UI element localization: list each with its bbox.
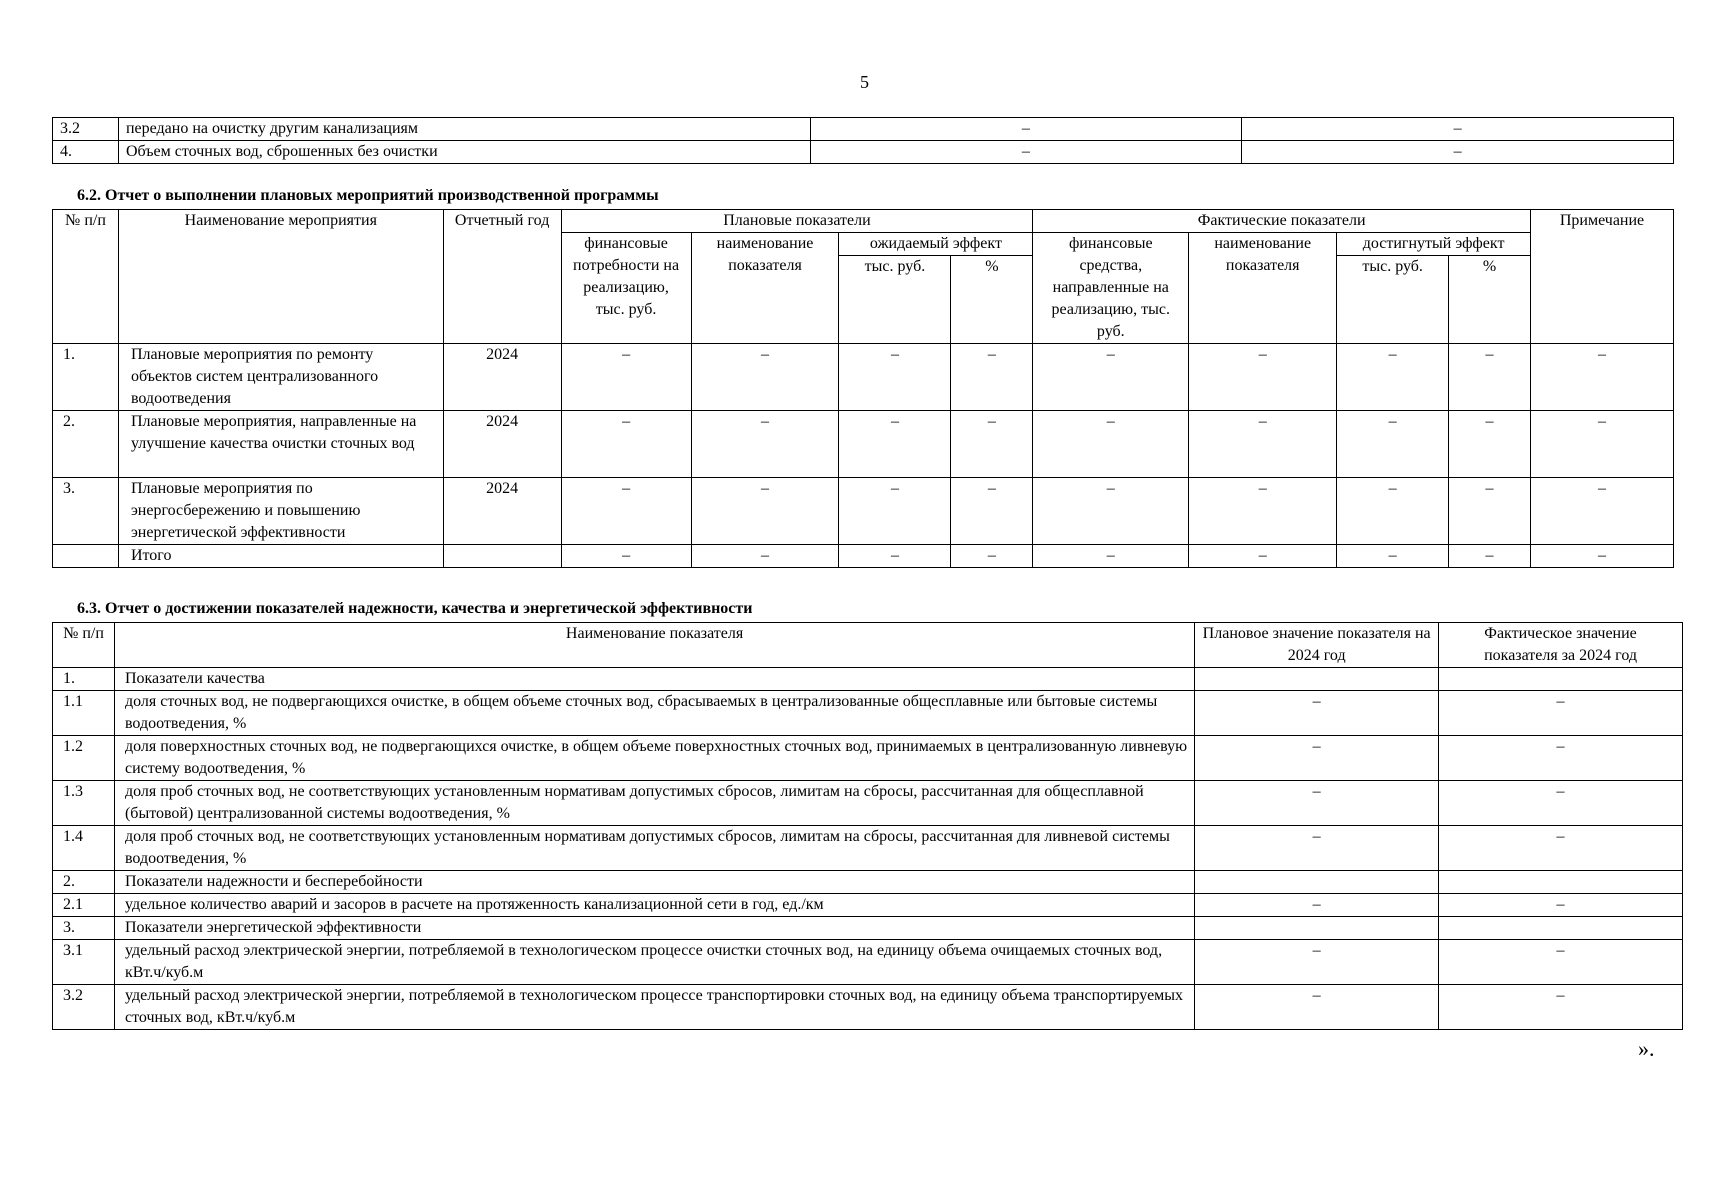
cell-value: – [1449, 478, 1531, 545]
planned-activities-table [52, 209, 1674, 568]
row-plan: – [1195, 985, 1439, 1030]
cell-value: – [1531, 478, 1674, 545]
cell-value: – [1033, 545, 1189, 568]
header-plan-indicator: наименование показателя [691, 233, 839, 344]
header-act-thous: тыс. руб. [1337, 256, 1449, 344]
row-value: – [1242, 141, 1674, 164]
row-name: Плановые мероприятия по энергосбережению и повышению энергетической эффективности [118, 478, 443, 545]
row-fact: – [1439, 940, 1683, 985]
cell-value: – [561, 411, 691, 478]
row-name: удельный расход электрической энергии, потребляемой в технологическом процессе транспортировки сточных вод, на единицу объема транспортируемых сточных вод, кВт.ч/куб.м [114, 985, 1194, 1030]
row-name: доля сточных вод, не подвергающихся очистке, в общем объеме сточных вод, сбрасываемых в централизованные общесплавные или бытовые системы водоотведения, % [114, 691, 1194, 736]
row-fact: – [1439, 894, 1683, 917]
row-name: Объем сточных вод, сброшенных без очистки [118, 141, 810, 164]
cell-value: – [951, 478, 1033, 545]
cell-value: – [691, 344, 839, 411]
cell-value: – [1189, 411, 1337, 478]
header-plan-pct: % [951, 256, 1033, 344]
header-name: Наименование мероприятия [118, 210, 443, 344]
cell-value: – [561, 545, 691, 568]
row-name: Показатели качества [114, 668, 1194, 691]
cell-value: – [1531, 545, 1674, 568]
row-number: 4. [53, 141, 119, 164]
closing-quote-mark: ». [1638, 1036, 1655, 1061]
row-plan: – [1195, 940, 1439, 985]
row-fact [1439, 917, 1683, 940]
row-fact [1439, 871, 1683, 894]
row-name: Плановые мероприятия, направленные на улучшение качества очистки сточных вод [118, 411, 443, 478]
cell-value: – [951, 344, 1033, 411]
cell-value: – [561, 478, 691, 545]
header-act-effect: достигнутый эффект [1337, 233, 1531, 256]
row-plan [1195, 668, 1439, 691]
cell-value: – [839, 344, 951, 411]
row-fact: – [1439, 691, 1683, 736]
row-value: – [810, 141, 1242, 164]
table-row [53, 940, 1683, 985]
row-name: доля поверхностных сточных вод, не подвергающихся очистке, в общем объеме поверхностных сточных вод, принимаемых в централизованную ливневую систему водоотведения, % [114, 736, 1194, 781]
cell-value: – [839, 545, 951, 568]
row-plan [1195, 871, 1439, 894]
header-act-pct: % [1449, 256, 1531, 344]
row-name: Показатели энергетической эффективности [114, 917, 1194, 940]
table-row [53, 668, 1683, 691]
cell-value: – [839, 411, 951, 478]
row-number: 3.2 [53, 985, 115, 1030]
table-row [53, 781, 1683, 826]
row-name: доля проб сточных вод, не соответствующих установленным нормативам допустимых сбросов, лимитам на сбросы, рассчитанная для общесплавной (бытовой) централизованной системы водоотведения, % [114, 781, 1194, 826]
row-year: 2024 [443, 411, 561, 478]
row-number: 2. [53, 871, 115, 894]
cell-value: – [561, 344, 691, 411]
header-plan-fin: финансовые потребности на реализацию, тыс. руб. [561, 233, 691, 344]
row-value: – [810, 118, 1242, 141]
row-name: доля проб сточных вод, не соответствующих установленным нормативам допустимых сбросов, лимитам на сбросы, рассчитанная для ливневой системы водоотведения, % [114, 826, 1194, 871]
cell-value: – [1531, 344, 1674, 411]
header-year: Отчетный год [443, 210, 561, 344]
page-number: 5 [860, 72, 869, 92]
row-value: – [1242, 118, 1674, 141]
header-num: № п/п [53, 210, 119, 344]
row-number: 3. [53, 478, 119, 545]
row-plan: – [1195, 894, 1439, 917]
row-plan: – [1195, 691, 1439, 736]
row-number: 3.1 [53, 940, 115, 985]
table-row [53, 411, 1674, 478]
row-name: Показатели надежности и бесперебойности [114, 871, 1194, 894]
header-planned: Плановые показатели [561, 210, 1033, 233]
row-fact: – [1439, 985, 1683, 1030]
section-62-title: 6.2. Отчет о выполнении плановых мероприятий производственной программы [77, 187, 659, 204]
row-number: 1.3 [53, 781, 115, 826]
cell-value: – [1337, 545, 1449, 568]
row-plan: – [1195, 736, 1439, 781]
cell-value: – [1531, 411, 1674, 478]
row-year [443, 545, 561, 568]
table-row [53, 344, 1674, 411]
table-row [53, 871, 1683, 894]
cell-value: – [1449, 545, 1531, 568]
table-row [53, 478, 1674, 545]
header-plan: Плановое значение показателя на 2024 год [1195, 623, 1439, 668]
cell-value: – [1449, 344, 1531, 411]
header-plan-thous: тыс. руб. [839, 256, 951, 344]
total-row [53, 545, 1674, 568]
header-name: Наименование показателя [114, 623, 1194, 668]
row-plan: – [1195, 826, 1439, 871]
row-name: удельный расход электрической энергии, потребляемой в технологическом процессе очистки сточных вод, на единицу объема очищаемых сточных вод, кВт.ч/куб.м [114, 940, 1194, 985]
cell-value: – [691, 411, 839, 478]
row-number: 1. [53, 668, 115, 691]
row-name: Плановые мероприятия по ремонту объектов систем централизованного водоотведения [118, 344, 443, 411]
cell-value: – [1033, 344, 1189, 411]
row-fact [1439, 668, 1683, 691]
cell-value: – [691, 478, 839, 545]
cell-value: – [1033, 411, 1189, 478]
row-number: 1.4 [53, 826, 115, 871]
row-name: передано на очистку другим канализациям [118, 118, 810, 141]
cell-value: – [1449, 411, 1531, 478]
cell-value: – [1189, 545, 1337, 568]
row-fact: – [1439, 781, 1683, 826]
cell-value: – [1189, 344, 1337, 411]
header-fact: Фактическое значение показателя за 2024 год [1439, 623, 1683, 668]
table-row [53, 826, 1683, 871]
total-label: Итого [118, 545, 443, 568]
cell-value: – [691, 545, 839, 568]
row-number [53, 545, 119, 568]
row-number: 1.1 [53, 691, 115, 736]
top-fragment-table [52, 117, 1674, 164]
table-row [53, 736, 1683, 781]
row-number: 1. [53, 344, 119, 411]
table-row [53, 894, 1683, 917]
row-number: 3.2 [53, 118, 119, 141]
row-plan: – [1195, 781, 1439, 826]
cell-value: – [1033, 478, 1189, 545]
row-number: 1.2 [53, 736, 115, 781]
row-year: 2024 [443, 344, 561, 411]
cell-value: – [1189, 478, 1337, 545]
indicators-table [52, 622, 1683, 1030]
header-actual: Фактические показатели [1033, 210, 1531, 233]
table-row [53, 985, 1683, 1030]
table-row [53, 141, 1674, 164]
header-num: № п/п [53, 623, 115, 668]
table-row [53, 118, 1674, 141]
header-act-fin: финансовые средства, направленные на реализацию, тыс. руб. [1033, 233, 1189, 344]
table-row [53, 691, 1683, 736]
section-63-title: 6.3. Отчет о достижении показателей надежности, качества и энергетической эффективности [77, 600, 753, 617]
header-act-indicator: наименование показателя [1189, 233, 1337, 344]
cell-value: – [1337, 478, 1449, 545]
row-number: 3. [53, 917, 115, 940]
table-row [53, 917, 1683, 940]
cell-value: – [1337, 344, 1449, 411]
header-plan-effect: ожидаемый эффект [839, 233, 1033, 256]
header-note: Примечание [1531, 210, 1674, 344]
cell-value: – [951, 411, 1033, 478]
row-year: 2024 [443, 478, 561, 545]
row-plan [1195, 917, 1439, 940]
row-fact: – [1439, 736, 1683, 781]
cell-value: – [1337, 411, 1449, 478]
row-number: 2. [53, 411, 119, 478]
row-number: 2.1 [53, 894, 115, 917]
cell-value: – [951, 545, 1033, 568]
row-name: удельное количество аварий и засоров в расчете на протяженность канализационной сети в год, ед./км [114, 894, 1194, 917]
cell-value: – [839, 478, 951, 545]
row-fact: – [1439, 826, 1683, 871]
